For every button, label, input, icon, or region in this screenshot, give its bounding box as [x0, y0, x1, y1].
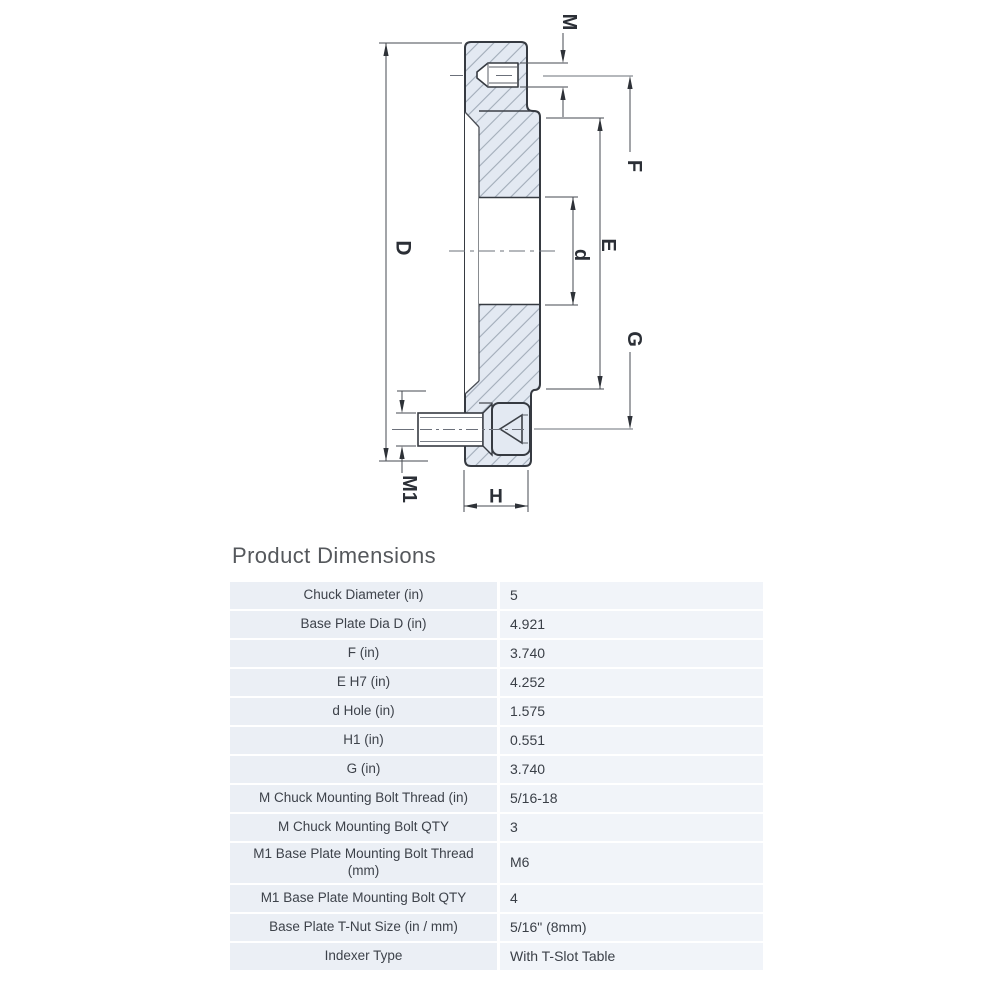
product-dimensions-table	[230, 582, 763, 972]
plate-rim-face	[465, 112, 479, 394]
dim-label-H: H	[489, 486, 503, 508]
row-label: G (in)	[230, 756, 497, 783]
dim-label-M: M	[558, 13, 580, 31]
row-value: 5	[500, 582, 763, 609]
table-row	[230, 756, 763, 783]
table-row	[230, 814, 763, 841]
dim-label-E: E	[597, 238, 619, 252]
row-label: Base Plate Dia D (in)	[230, 611, 497, 638]
row-value: 3.740	[500, 756, 763, 783]
table-row	[230, 698, 763, 725]
row-value: With T-Slot Table	[500, 943, 763, 970]
row-value: 5/16" (8mm)	[500, 914, 763, 941]
row-label: H1 (in)	[230, 727, 497, 754]
row-label: Base Plate T-Nut Size (in / mm)	[230, 914, 497, 941]
row-label: d Hole (in)	[230, 698, 497, 725]
row-value: 4	[500, 885, 763, 912]
row-label: Chuck Diameter (in)	[230, 582, 497, 609]
table-row	[230, 727, 763, 754]
row-label: F (in)	[230, 640, 497, 667]
table-row	[230, 669, 763, 696]
table-row	[230, 640, 763, 667]
row-value: 1.575	[500, 698, 763, 725]
table-row	[230, 885, 763, 912]
dim-label-D: D	[391, 240, 415, 256]
table-row	[230, 611, 763, 638]
row-value: 5/16-18	[500, 785, 763, 812]
table-row	[230, 582, 763, 609]
row-label: Indexer Type	[230, 943, 497, 970]
row-value: 4.921	[500, 611, 763, 638]
table-row	[230, 914, 763, 941]
row-label: M Chuck Mounting Bolt Thread (in)	[230, 785, 497, 812]
table-row	[230, 785, 763, 812]
table-row	[230, 943, 763, 970]
dim-label-F: F	[623, 159, 645, 173]
row-label: M1 Base Plate Mounting Bolt Thread (mm)	[230, 843, 497, 883]
row-value: 3.740	[500, 640, 763, 667]
dim-label-G: G	[623, 331, 645, 347]
row-label: M Chuck Mounting Bolt QTY	[230, 814, 497, 841]
row-value: 3	[500, 814, 763, 841]
dim-label-M1: M1	[398, 475, 420, 503]
page-title: Product Dimensions	[232, 543, 437, 568]
row-value: M6	[500, 843, 763, 883]
row-label: E H7 (in)	[230, 669, 497, 696]
table-row	[230, 843, 763, 883]
row-value: 0.551	[500, 727, 763, 754]
dim-label-d: d	[570, 248, 592, 262]
row-value: 4.252	[500, 669, 763, 696]
row-label: M1 Base Plate Mounting Bolt QTY	[230, 885, 497, 912]
